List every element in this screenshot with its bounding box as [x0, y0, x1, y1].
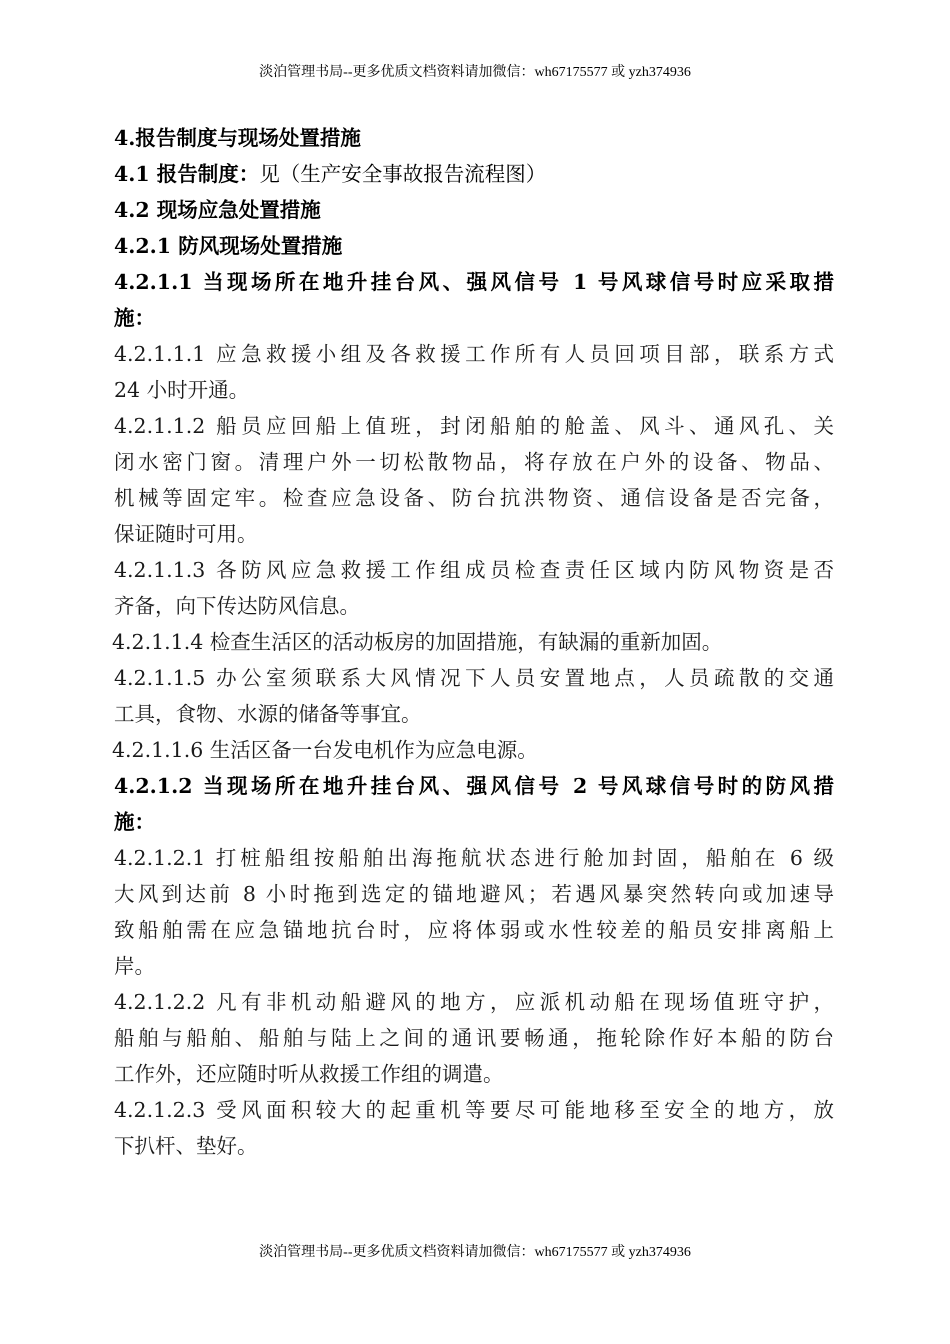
- paragraph-line: 4.2.1.1.4 检查生活区的活动板房的加固措施，有缺漏的重新加固。: [112, 630, 723, 654]
- heading-label: 4.1 报告制度：: [114, 162, 260, 186]
- paragraph-line: 闭水密门窗。清理户外一切松散物品，将存放在户外的设备、物品、: [114, 450, 834, 474]
- paragraph-line: 工具，食物、水源的储备等事宜。: [114, 702, 422, 726]
- paragraph-line: 工作外，还应随时听从救援工作组的调遣。: [114, 1062, 504, 1086]
- paragraph-line: 24 小时开通。: [114, 378, 250, 402]
- paragraph-line: 4.2.1.2.3 受风面积较大的起重机等要尽可能地移至安全的地方，放: [114, 1098, 834, 1122]
- subsection-title-line: 施：: [114, 306, 155, 330]
- paragraph-line: 齐备，向下传达防风信息。: [114, 594, 360, 618]
- paragraph-line: 4.2.1.1.1 应急救援小组及各救援工作所有人员回项目部，联系方式: [114, 342, 834, 366]
- section-heading-4-1: [114, 156, 834, 192]
- section-heading-4: 4.报告制度与现场处置措施: [114, 126, 361, 150]
- section-heading-4-2-1: 4.2.1 防风现场处置措施: [114, 234, 343, 258]
- paragraph-line: 4.2.1.1.5 办公室须联系大风情况下人员安置地点，人员疏散的交通: [114, 666, 834, 690]
- subsection-title-line: 4.2.1.1 当现场所在地升挂台风、强风信号 1 号风球信号时应采取措: [114, 270, 834, 294]
- paragraph-line: 船舶与船舶、船舶与陆上之间的通讯要畅通，拖轮除作好本船的防台: [114, 1026, 834, 1050]
- subsection-title-line: 4.2.1.2 当现场所在地升挂台风、强风信号 2 号风球信号时的防风措: [114, 774, 834, 798]
- heading-text: 见（生产安全事故报告流程图）: [259, 162, 547, 186]
- paragraph-line: 4.2.1.2.2 凡有非机动船避风的地方，应派机动船在现场值班守护，: [114, 990, 834, 1014]
- paragraph-line: 4.2.1.1.2 船员应回船上值班，封闭船舶的舱盖、风斗、通风孔、关: [114, 414, 834, 438]
- paragraph-line: 岸。: [114, 954, 155, 978]
- document-body: [114, 120, 834, 1164]
- paragraph-line: 大风到达前 8 小时拖到选定的锚地避风；若遇风暴突然转向或加速导: [114, 882, 834, 906]
- section-heading-4-2: 4.2 现场应急处置措施: [114, 198, 321, 222]
- subsection-title-line: 施：: [114, 810, 155, 834]
- page-footer: 淡泊管理书局--更多优质文档资料请加微信：wh67175577 或 yzh374936: [259, 1245, 691, 1260]
- paragraph-line: 致船舶需在应急锚地抗台时，应将体弱或水性较差的船员安排离船上: [114, 918, 834, 942]
- page-header: 淡泊管理书局--更多优质文档资料请加微信：wh67175577 或 yzh374936: [259, 65, 691, 80]
- paragraph-line: 4.2.1.1.3 各防风应急救援工作组成员检查责任区域内防风物资是否: [114, 558, 834, 582]
- paragraph-line: 机械等固定牢。检查应急设备、防台抗洪物资、通信设备是否完备，: [114, 486, 834, 510]
- paragraph-line: 保证随时可用。: [114, 522, 258, 546]
- paragraph-line: 4.2.1.2.1 打桩船组按船舶出海拖航状态进行舱加封固，船舶在 6 级: [114, 846, 834, 870]
- paragraph-line: 4.2.1.1.6 生活区备一台发电机作为应急电源。: [112, 738, 538, 762]
- paragraph-line: 下扒杆、垫好。: [114, 1134, 258, 1158]
